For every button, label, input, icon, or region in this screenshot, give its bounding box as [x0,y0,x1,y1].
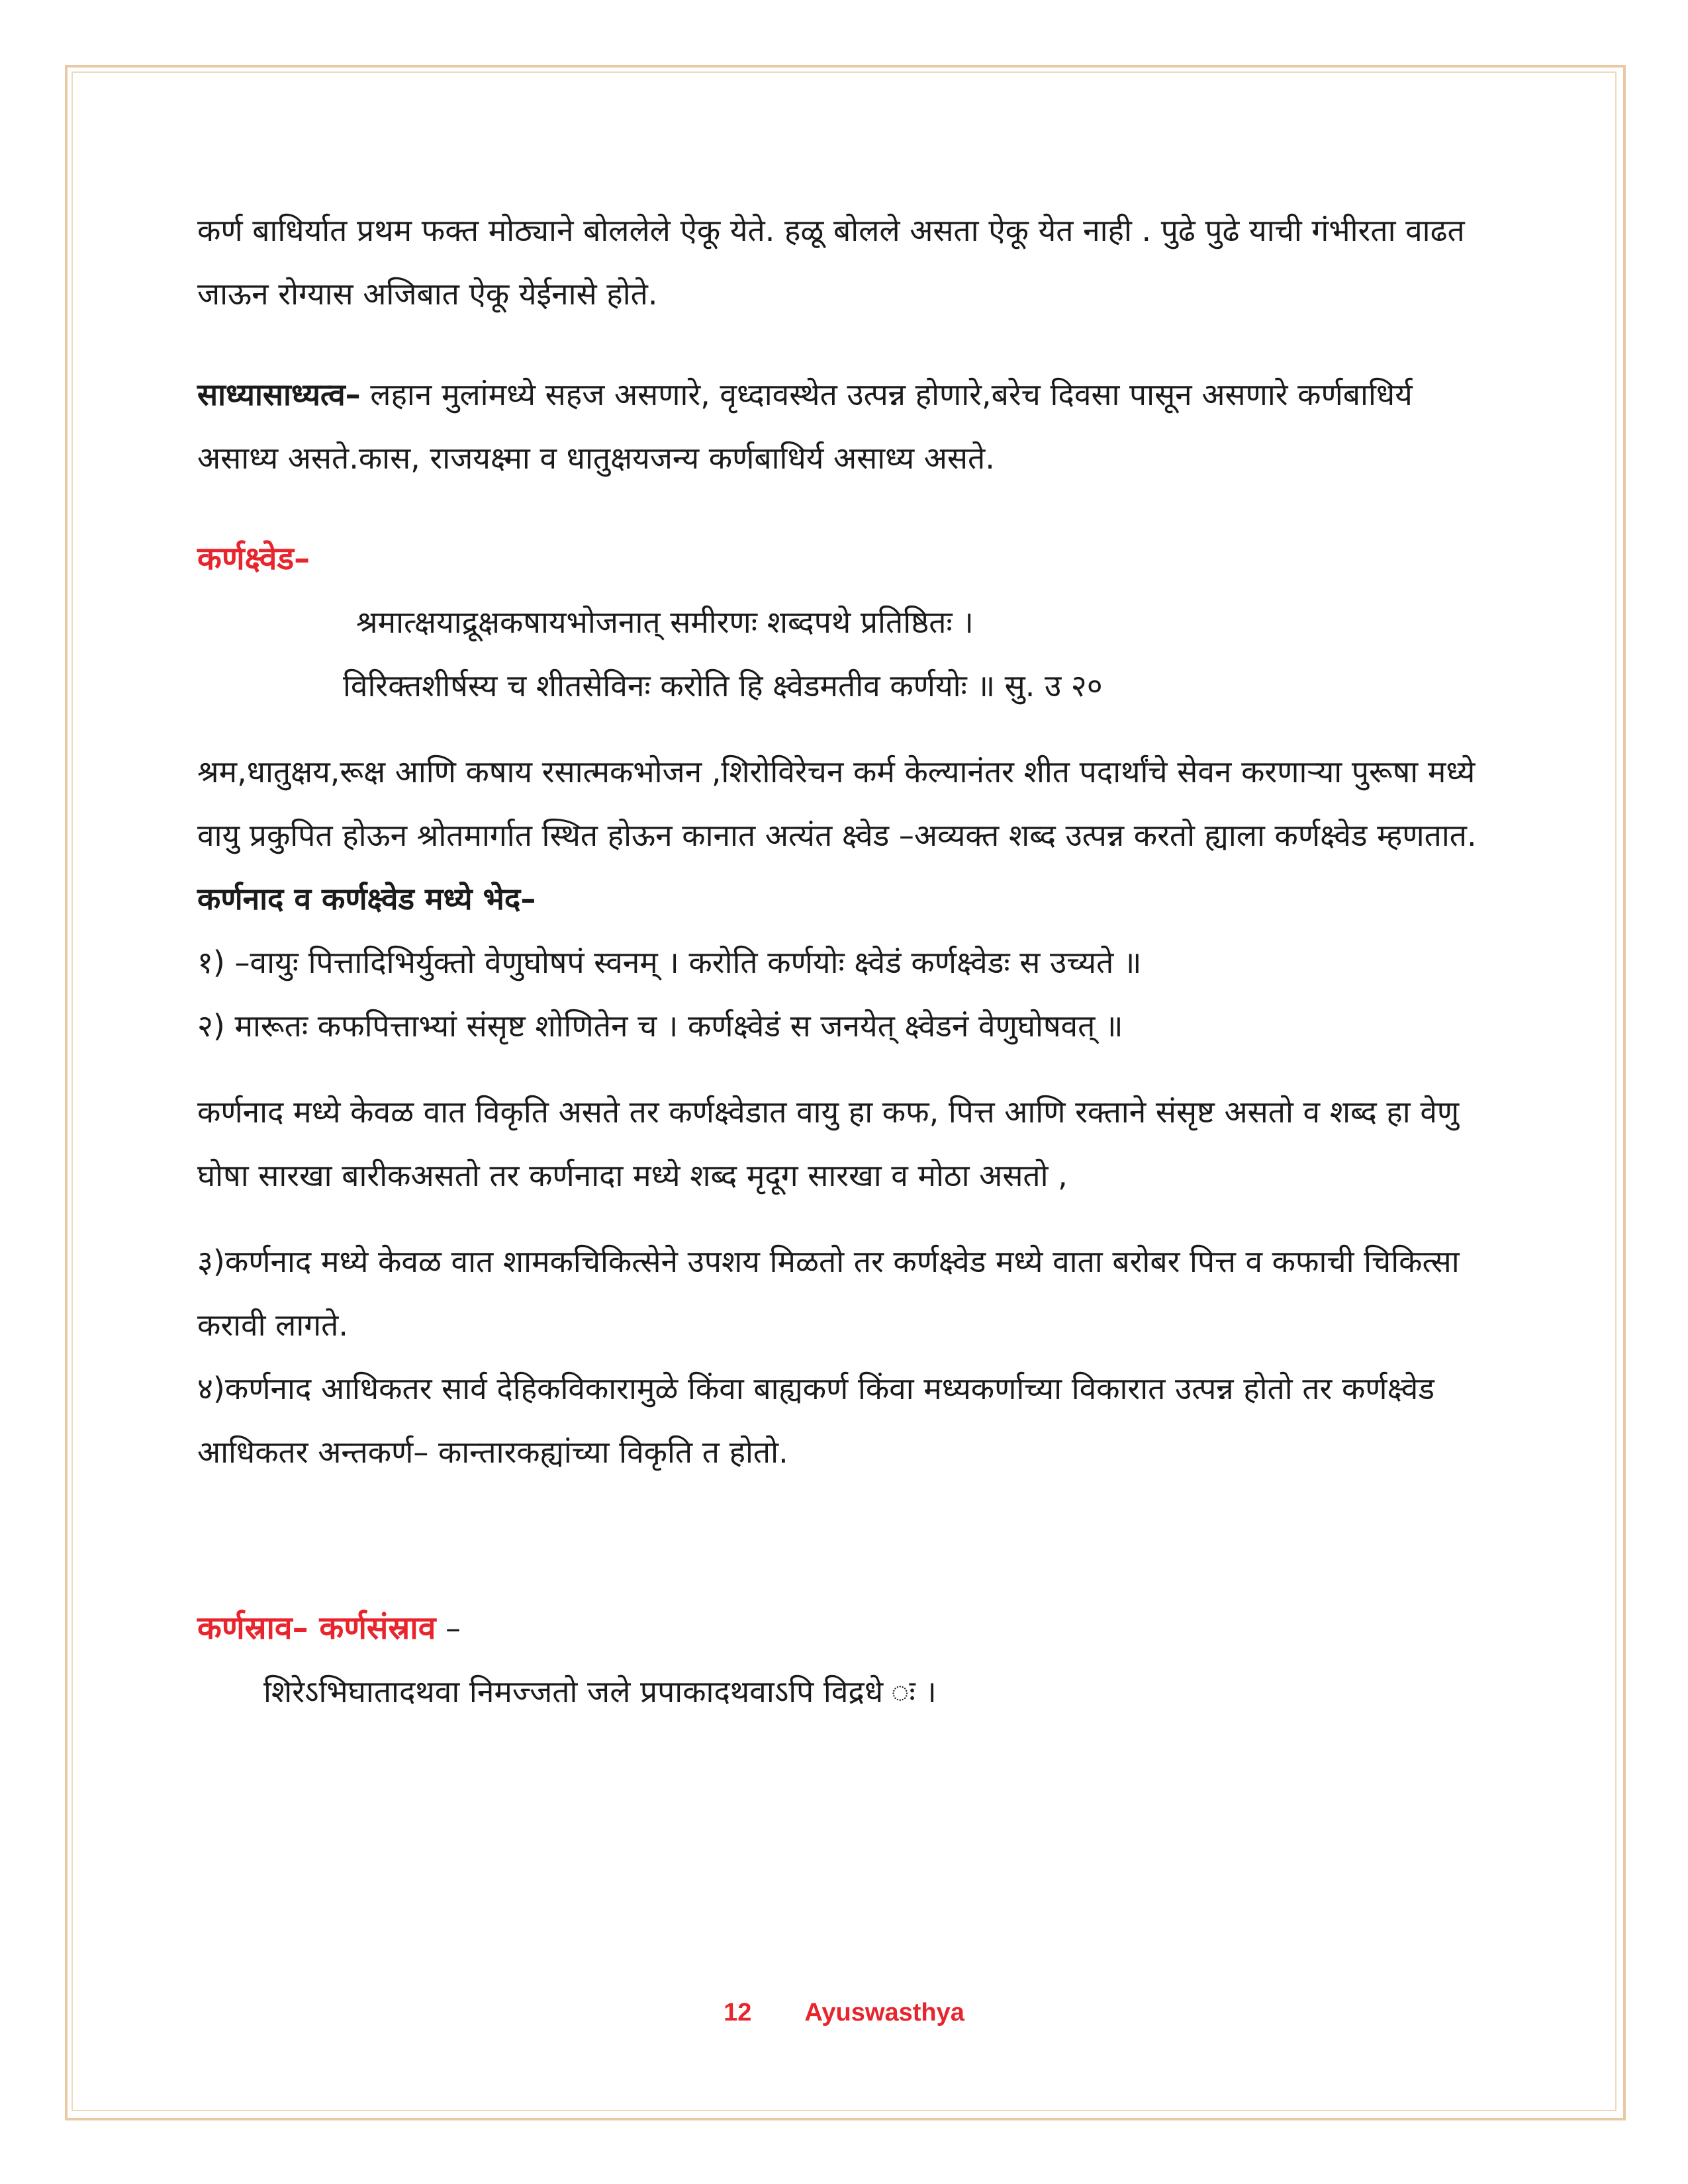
paragraph-karnabadhirya: कर्ण बाधिर्यात प्रथम फक्त मोठ्याने बोललेले ऐकू येते. हळू बोलले असता ऐकू येत नाही . पुढे पुढे याची गंभीरता वाढत जाऊन रोग्यास अजिबात ऐकू येईनासे होते. [197,212,1465,312]
karnasrava-heading: कर्णस्राव– कर्णसंस्राव [197,1610,436,1647]
sadhyasadhyatva-heading: साध्यासाध्यत्व– [197,377,361,412]
difference-point-1: १) –वायुः पित्तादिभिर्युक्तो वेणुघोषपं स्वनम् । करोति कर्णयोः क्ष्वेडं कर्णक्ष्वेडः स उच्यते ॥ [197,944,1142,980]
page-number: 12 [724,1999,752,2026]
karnasrava-dash: – [436,1610,461,1646]
difference-point-4: ४)कर्णनाद आधिकतर सार्व देहिकविकारामुळे किंवा बाह्यकर्ण किंवा मध्यकर्णाच्या विकारात उत्पन्न होतो तर कर्णक्ष्वेड आधिकतर अन्तकर्ण– कान्तारकह्यांच्या विकृति त होतो. [197,1371,1434,1470]
page-content [197,199,1495,1723]
page-footer [0,1999,1688,2027]
footer-title: Ayuswasthya [804,1999,964,2026]
paragraph-difference-explanation: कर्णनाद मध्ये केवळ वात विकृति असते तर कर्णक्ष्वेडात वायु हा कफ, पित्त आणि रक्ताने संसृष्ट असतो व शब्द हा वेणु घोषा सारखा बारीकअसतो तर कर्णनादा मध्ये शब्द मृदूग सारखा व मोठा असतो , [197,1094,1460,1193]
verse-line-2: विरिक्तशीर्षस्य च शीतसेविनः करोति हि क्ष्वेडमतीव कर्णयोः ॥ सु. उ २० [343,668,1103,704]
difference-point-3: ३)कर्णनाद मध्ये केवळ वात शामकचिकित्सेने उपशय मिळतो तर कर्णक्ष्वेड मध्ये वाता बरोबर पित्त व कफाची चिकित्सा करावी लागते. [197,1244,1460,1343]
verse-line-1: श्रमात्क्षयाद्रूक्षकषायभोजनात् समीरणः शब्दपथे प्रतिष्ठितः । [356,604,974,640]
difference-point-2: २) मारूतः कफपित्ताभ्यां संसृष्ट शोणितेन च । कर्णक्ष्वेडं स जनयेत् क्ष्वेडनं वेणुघोषवत् ॥ [197,1008,1123,1044]
karnakshveda-heading: कर्णक्ष्वेड– [197,540,310,577]
paragraph-karnakshveda-description: श्रम,धातुक्षय,रूक्ष आणि कषाय रसात्मकभोजन ,शिरोविरेचन कर्म केल्यानंतर शीत पदार्थांचे सेवन करणाऱ्या पुरूषा मध्ये वायु प्रकुपित होऊन श्रोतमार्गात स्थित होऊन कानात अत्यंत क्ष्वेड –अव्यक्त शब्द उत्पन्न करतो ह्याला कर्णक्ष्वेड म्हणतात. [197,754,1477,853]
verse-line-3: शिरेऽभिघातादथवा निमज्जतो जले प्रपाकादथवाऽपि विद्रधे ः । [263,1674,937,1709]
karnasrava-heading-line [197,1596,1495,1660]
sadhyasadhyatva-text: लहान मुलांमध्ये सहज असणारे, वृध्दावस्थेत उत्पन्न होणारे,बरेच दिवसा पासून असणारे कर्णबाधिर्य असाध्य असते.कास, राजयक्ष्मा व धातुक्षयजन्य कर्णबाधिर्य असाध्य असते. [197,377,1413,476]
bheda-heading: कर्णनाद व कर्णक्ष्वेड मध्ये भेद– [197,881,536,917]
paragraph-sadhyasadhyatva [197,363,1495,490]
